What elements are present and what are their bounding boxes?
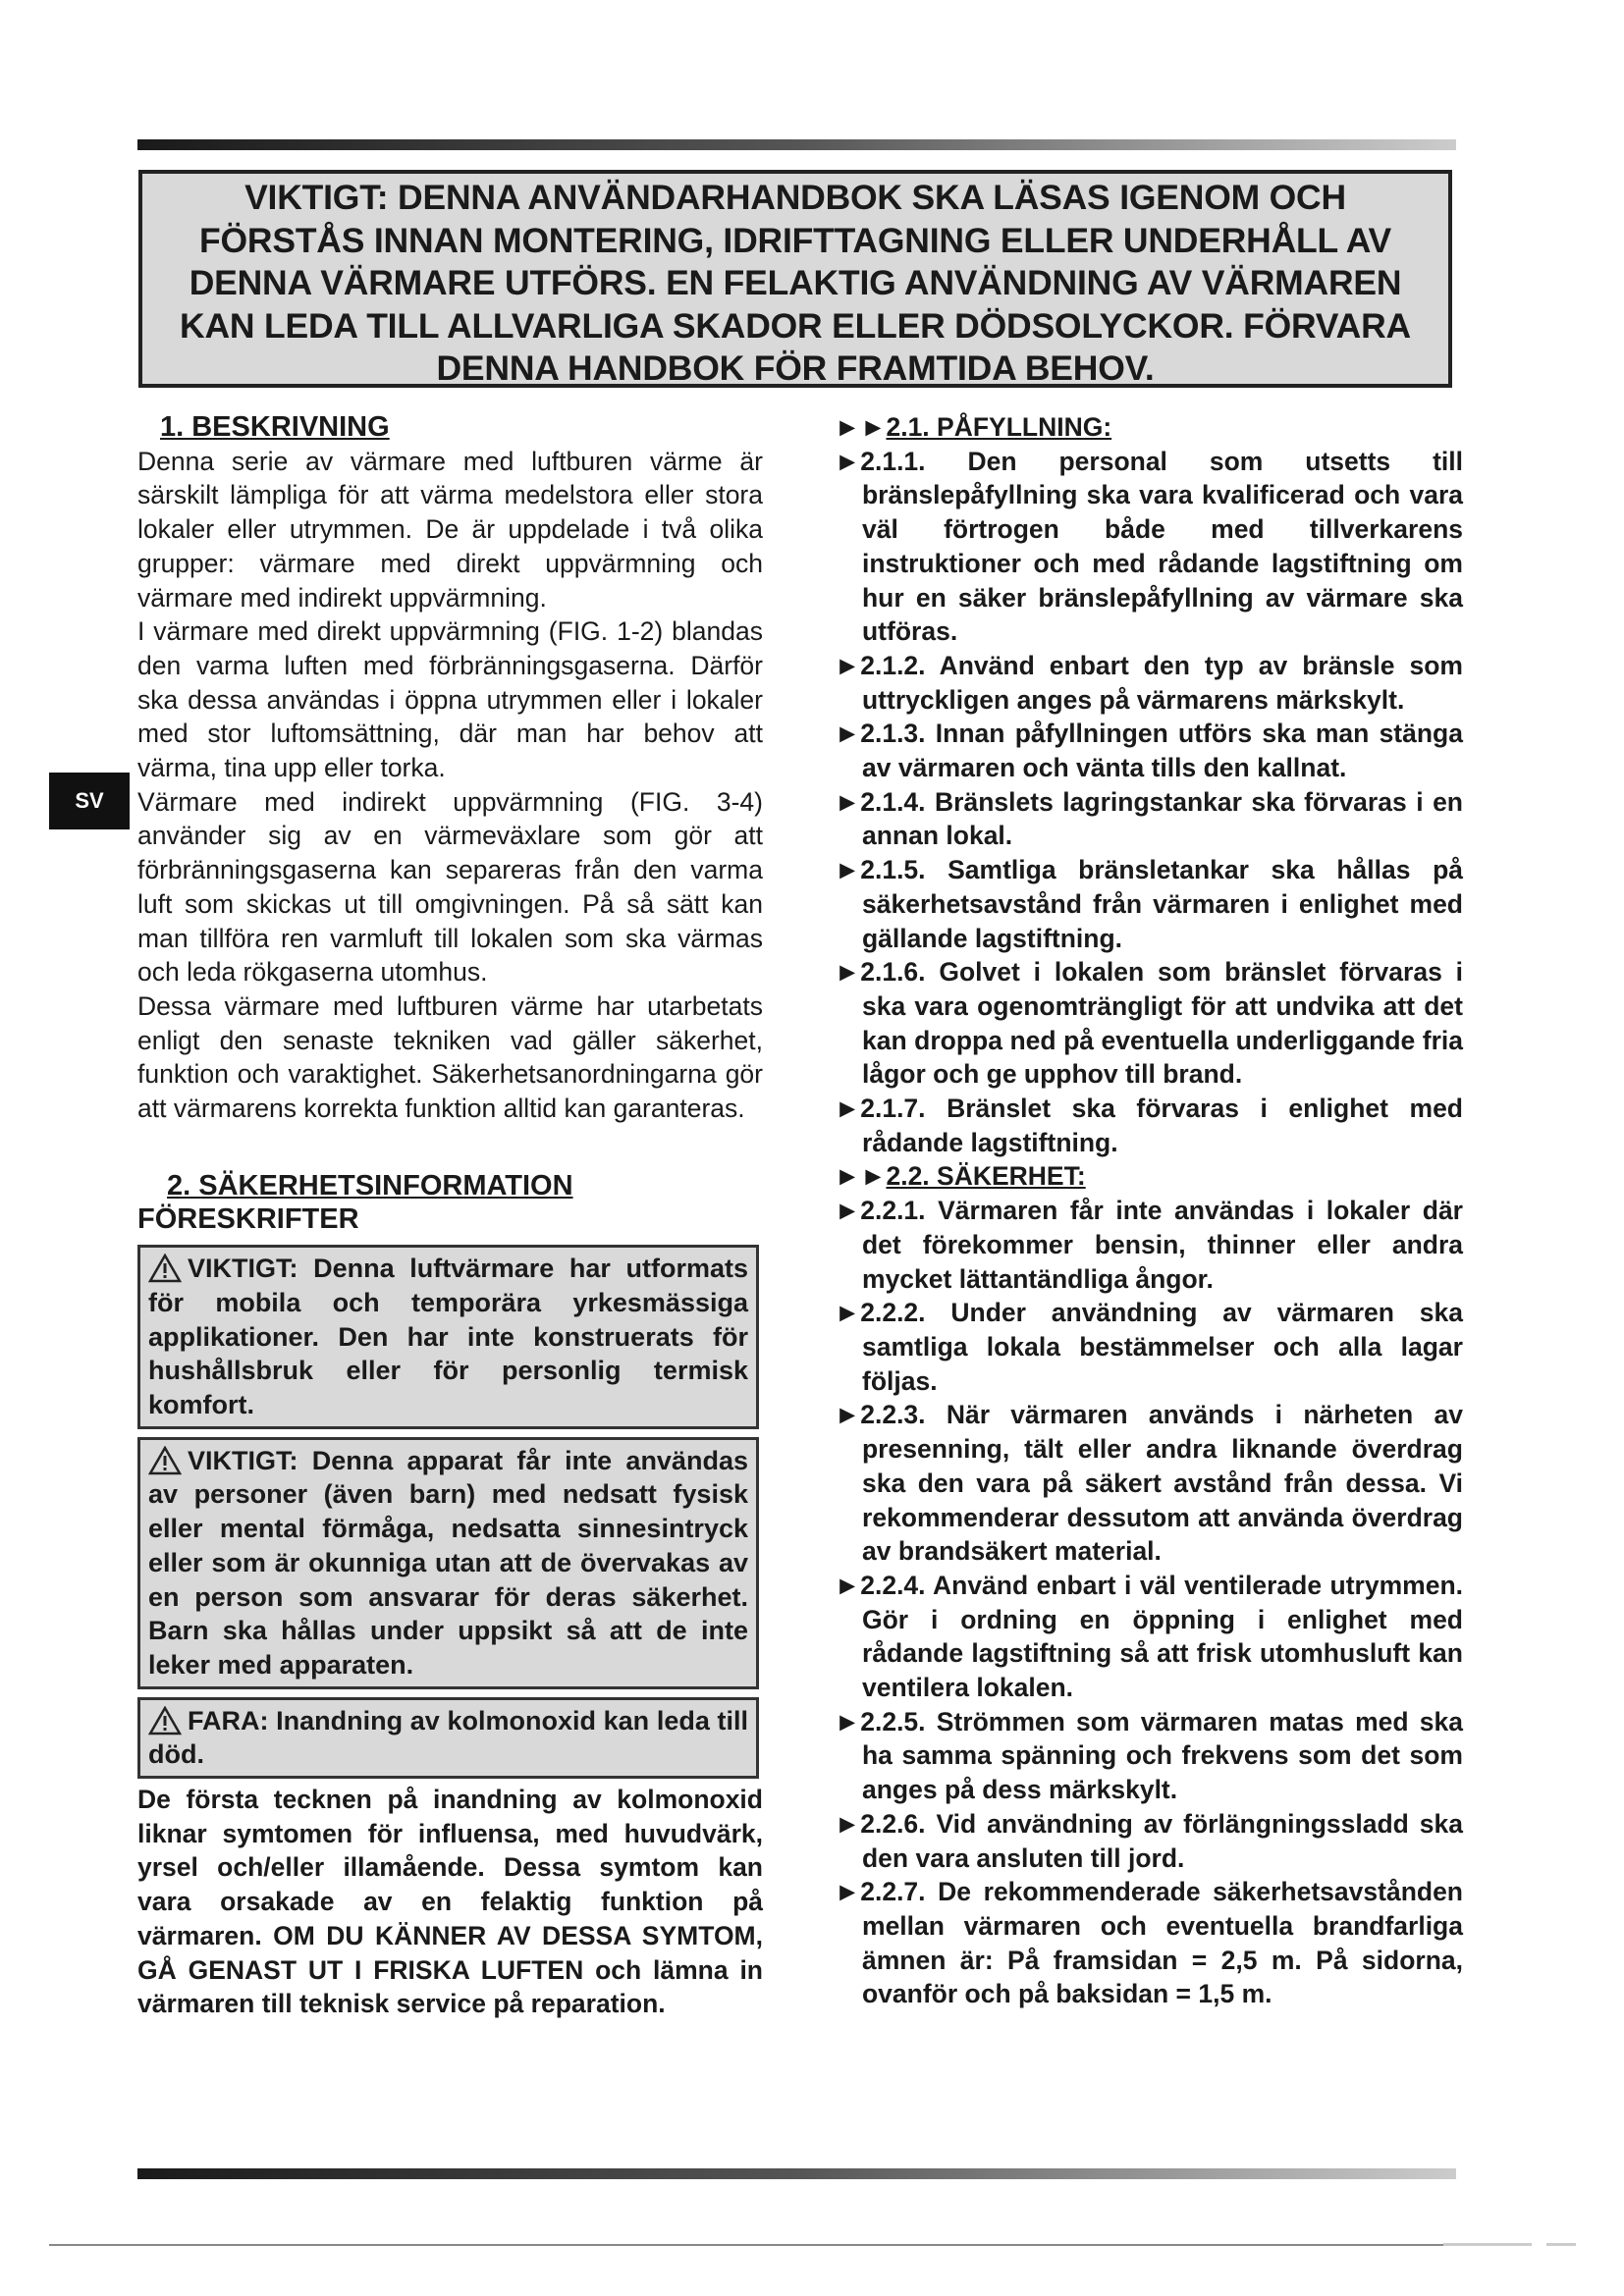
paragraph: Värmare med indirekt uppvärmning (FIG. 3-4) använder sig av en värmeväxlare som gör att förbränningsgaserna kan separeras från den varma luft som skickas ut till omgivningen. På så sätt kan man tillföra ren varmluft till lokalen som ska värmas och leda rökgaserna utomhus. [137, 786, 763, 988]
footer-mark [1546, 2243, 1576, 2246]
bullet-arrow-icon: ► [835, 786, 861, 817]
list-item [835, 1398, 1463, 1569]
section-2-2-heading: ►►2.2. SÄKERHET: [835, 1161, 1086, 1192]
bullet-arrow-icon: ► [835, 1877, 861, 1907]
list-item [835, 785, 1463, 853]
bullet-arrow-icon: ► [835, 1094, 861, 1124]
footer-mark [1443, 2243, 1532, 2246]
list-item [835, 717, 1463, 784]
warning-triangle-icon [148, 1706, 182, 1735]
item-text: 2.1.4. Bränslets lagringstankar ska förvaras i en annan lokal. [860, 786, 1463, 851]
bullet-arrow-icon: ► [835, 650, 861, 680]
banner-line: DENNA HANDBOK FÖR FRAMTIDA BEHOV. [436, 348, 1155, 388]
list-item [835, 445, 1463, 649]
section-title: 2.2. SÄKERHET: [886, 1161, 1086, 1192]
warning-text: FARA: Inandning av kolmonoxid kan leda till död. [148, 1705, 748, 1770]
warning-triangle-icon [148, 1254, 182, 1283]
banner-line: KAN LEDA TILL ALLVARLIGA SKADOR ELLER DÖDSOLYCKOR. FÖRVARA [180, 305, 1411, 346]
bullet-arrow-icon: ► [835, 1570, 861, 1600]
banner-line: FÖRSTÅS INNAN MONTERING, IDRIFTTAGNING ELLER UNDERHÅLL AV [199, 220, 1391, 260]
item-text: 2.1.6. Golvet i lokalen som bränslet förvaras i ska vara ogenomträngligt för att undvika att det kan droppa ned på eventuella underliggande fria lågor och ge upphov till brand. [860, 957, 1463, 1090]
bullet-arrow-icon: ► [835, 446, 861, 476]
bullet-arrow-icon: ► [835, 957, 861, 988]
list-item [835, 955, 1463, 1092]
list-item [835, 1296, 1463, 1398]
item-text: 2.2.7. De rekommenderade säkerhetsavstånden mellan värmaren och eventuella brandfarliga ämnen är: På framsidan = 2,5 m. På sidorna, ovanför och på baksidan = 1,5 m. [860, 1877, 1463, 2009]
paragraph: Dessa värmare med luftburen värme har utarbetats enligt den senaste tekniken vad gäller säkerhet, funktion och varaktighet. Säkerhetsanordningarna gör att värmarens korrekta funktion alltid kan garanteras. [137, 990, 763, 1124]
language-tab: SV [49, 773, 130, 829]
right-column [835, 410, 1463, 2011]
bullet-arrow-icon: ► [835, 1400, 861, 1430]
item-text: 2.2.2. Under användning av värmaren ska samtliga lokala bestämmelser och alla lagar följas. [860, 1298, 1463, 1396]
list-item [835, 1569, 1463, 1705]
danger-box [137, 1697, 759, 1779]
item-text: 2.2.3. När värmaren används i närheten av presenning, tält eller andra liknande överdrag ska den vara på säkert avstånd från dessa. Vi rekommenderar dessutom att använda överdrag av brandsäkert material. [860, 1400, 1463, 1567]
list-item [835, 1807, 1463, 1875]
bullet-arrow-icon: ► [835, 1298, 861, 1328]
item-text: 2.2.1. Värmaren får inte användas i lokaler där det förekommer bensin, thinner eller andra mycket lättantändliga ångor. [860, 1196, 1463, 1294]
paragraph: I värmare med direkt uppvärmning (FIG. 1-2) blandas den varma luften med förbränningsgaserna. Därför ska dessa användas i öppna utrymmen eller i lokaler med stor luftomsättning, där man har behov att värma, tina upp eller torka. [137, 616, 763, 783]
warning-triangle-icon [148, 1446, 182, 1475]
item-text: 2.2.4. Använd enbart i väl ventilerade utrymmen. Gör i ordning en öppning i enlighet med rådande lagstiftning så att frisk utomhusluft kan ventilera lokalen. [860, 1570, 1463, 1703]
item-text: 2.1.1. Den personal som utsetts till bränslepåfyllning ska vara kvalificerad och vara väl förtrogen både med tillverkarens instruktioner och med rådande lagstiftning om hur en säker bränslepåfyllning av värmare ska utföras. [860, 446, 1463, 647]
subheading: FÖRESKRIFTER [137, 1203, 359, 1236]
footer-line [49, 2244, 1453, 2246]
bottom-divider-bar [137, 2168, 1456, 2179]
left-column [137, 410, 763, 2021]
top-divider-bar [137, 139, 1456, 150]
bullet-arrow-icon: ► [835, 1808, 861, 1839]
bullet-arrow-icon: ► [835, 1196, 861, 1226]
banner-line: VIKTIGT: DENNA ANVÄNDARHANDBOK SKA LÄSAS IGENOM OCH [244, 178, 1346, 217]
paragraph: Denna serie av värmare med luftburen värme är särskilt lämpliga för att värma medelstora eller stora lokaler eller utrymmen. De är uppdelade i två olika grupper: värmare med direkt uppvärmning och värmare med indirekt uppvärmning. [137, 446, 763, 613]
section-title: 2.1. PÅFYLLNING: [886, 412, 1112, 442]
warning-text: VIKTIGT: Denna apparat får inte användas av personer (även barn) med nedsatt fysisk eller mental förmåga, nedsatta sinnesintryck eller som är okunniga utan att de övervakas av en person som ansvarar för deras säkerhet. Barn ska hållas under uppsikt så att de inte leker med apparaten. [148, 1445, 748, 1680]
item-text: 2.2.6. Vid användning av förlängningssladd ska den vara ansluten till jord. [860, 1808, 1463, 1873]
bullet-arrow-icon: ► [835, 855, 861, 885]
item-text: 2.1.7. Bränslet ska förvaras i enlighet med rådande lagstiftning. [860, 1094, 1463, 1157]
important-warning-banner [138, 170, 1452, 388]
item-text: 2.2.5. Strömmen som värmaren matas med ska ha samma spänning och frekvens som det som anges på dess märkskylt. [860, 1706, 1463, 1805]
warning-box [137, 1437, 759, 1689]
list-item [835, 1875, 1463, 2011]
section-1-heading: 1. BESKRIVNING [160, 411, 390, 443]
bullet-arrow-icon: ► [835, 1706, 861, 1736]
item-text: 2.1.3. Innan påfyllningen utförs ska man stänga av värmaren och vänta tills den kallnat. [860, 719, 1463, 783]
list-item [835, 1092, 1463, 1159]
bullet-arrow-icon: ► [835, 719, 861, 749]
list-item [835, 1705, 1463, 1807]
warning-text: VIKTIGT: Denna luftvärmare har utformats för mobila och temporära yrkesmässiga applikationer. Den har inte konstruerats för hushållsbruk eller för personlig termisk komfort. [148, 1254, 748, 1419]
item-text: 2.1.2. Använd enbart den typ av bränsle som uttryckligen anges på värmarens märkskylt. [860, 650, 1463, 715]
banner-line: DENNA VÄRMARE UTFÖRS. EN FELAKTIG ANVÄNDNING AV VÄRMAREN [189, 263, 1402, 302]
item-text: 2.1.5. Samtliga bränsletankar ska hållas på säkerhetsavstånd från värmaren i enlighet med gällande lagstiftning. [860, 855, 1463, 953]
section-2-heading [137, 1169, 763, 1203]
list-item [835, 649, 1463, 717]
section-2-title: 2. SÄKERHETSINFORMATION [167, 1169, 573, 1201]
warning-box [137, 1245, 759, 1429]
list-item [835, 1194, 1463, 1296]
list-item [835, 853, 1463, 955]
carbon-monoxide-text: De första tecknen på inandning av kolmonoxid liknar symtomen för influensa, med huvudvärk, yrsel och/eller illamående. Dessa symtom kan vara orsakade av en felaktig funktion på värmaren. OM DU KÄNNER AV DESSA SYMTOM, GÅ GENAST UT I FRISKA LUFTEN och lämna in värmaren till teknisk service på reparation. [137, 1785, 763, 2019]
section-2-1-heading: ►►2.1. PÅFYLLNING: [835, 412, 1112, 442]
